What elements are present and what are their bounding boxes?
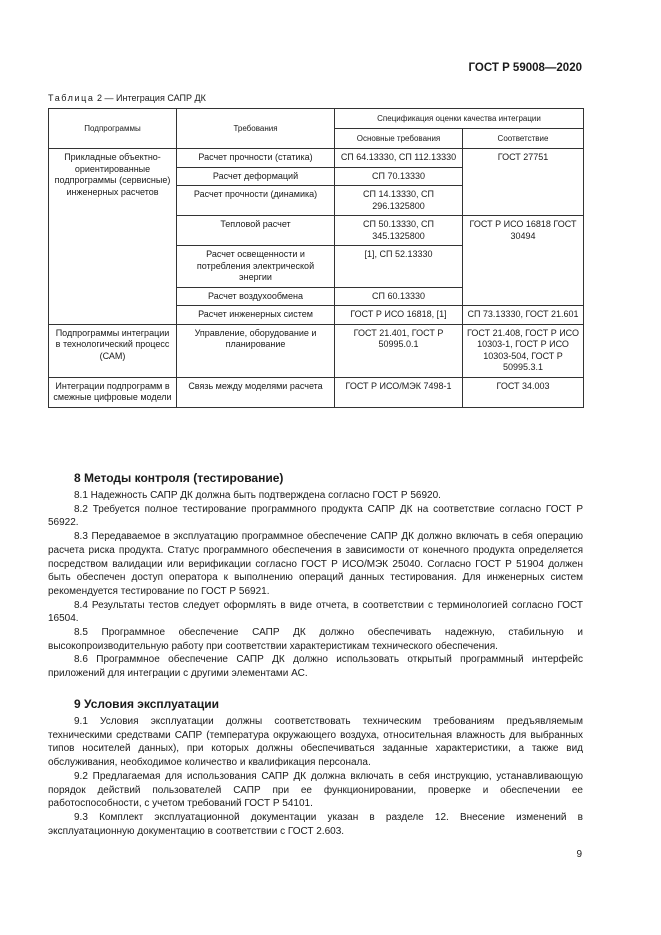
conformity-cell: ГОСТ 27751 [463, 149, 584, 216]
paragraph: 9.1 Условия эксплуатации должны соответствовать техническим требованиям предъявляемым техническими средствами САПР (температура окружающего воздуха, относительная влажность для выбранных типов носителей данных), при которых должны обеспечиваться заданные характеристики, а также вид обслуживания, необходимое количество и квалификация персонала. [48, 716, 583, 769]
paragraph: 8.3 Передаваемое в эксплуатацию программное обеспечение САПР ДК должно включать в себя операцию расчета риска продукта. Статус программного обеспечения в зависимости от конечного продукта определяется посредством валидации или верификации согласно ГОСТ Р ИСО/МЭК 25040. Согласно ГОСТ Р 51904 должен быть обеспечен доступ оператора к выполнению операций данных тестирования. Для инженерных систем рекомендуется тестирование по ГОСТ Р 56921. [48, 531, 583, 597]
section-title: 8 Методы контроля (тестирование) [74, 471, 284, 485]
requirement-cell: Связь между моделями расчета [177, 377, 335, 407]
requirement-cell: Расчет деформаций [177, 167, 335, 186]
section-operating-conditions [48, 696, 583, 838]
requirement-cell: Расчет прочности (динамика) [177, 186, 335, 216]
basic-cell: ГОСТ Р ИСО/МЭК 7498-1 [335, 377, 463, 407]
basic-cell: ГОСТ Р ИСО 16818, [1] [335, 306, 463, 325]
basic-cell: СП 64.13330, СП 112.13330 [335, 149, 463, 168]
basic-cell: СП 60.13330 [335, 287, 463, 306]
header-subprograms: Подпрограммы [49, 109, 177, 149]
header-basic-requirements: Основные требования [335, 129, 463, 149]
table-caption [48, 93, 206, 103]
basic-cell: [1], СП 52.13330 [335, 246, 463, 288]
subprogram-cell: Прикладные объектно-ориентированные подпрограммы (сервисные) инженерных расчетов [49, 149, 177, 325]
section-title: 9 Условия эксплуатации [74, 697, 220, 711]
table-row [49, 324, 584, 377]
table-row [49, 377, 584, 407]
table-caption-title: 2 — Интеграция САПР ДК [94, 93, 206, 103]
document-code: ГОСТ Р 59008—2020 [468, 62, 582, 74]
conformity-cell: ГОСТ 21.408, ГОСТ Р ИСО 10303-1, ГОСТ Р ИСО 10303-504, ГОСТ Р 50995.3.1 [463, 324, 584, 377]
basic-cell: СП 70.13330 [335, 167, 463, 186]
table-row [49, 149, 584, 168]
header-spec-group: Спецификация оценки качества интеграции [335, 109, 584, 129]
section-testing [48, 470, 583, 681]
paragraph: 8.2 Требуется полное тестирование программного продукта САПР ДК на соответствие согласно ГОСТ Р 56922. [48, 503, 583, 529]
requirement-cell: Расчет воздухообмена [177, 287, 335, 306]
paragraph: 8.4 Результаты тестов следует оформлять в виде отчета, в соответствии с терминологией согласно ГОСТ 16504. [48, 599, 583, 625]
paragraph: 8.1 Надежность САПР ДК должна быть подтверждена согласно ГОСТ Р 56920. [74, 490, 441, 501]
paragraph: 9.2 Предлагаемая для использования САПР ДК должна включать в себя инструкцию, устанавливающую порядок действий пользователей САПР при ее функционировании, проверке и обеспечении ее работоспособности, с учетом требований ГОСТ Р 54101. [48, 770, 583, 810]
conformity-cell: СП 73.13330, ГОСТ 21.601 [463, 306, 584, 325]
paragraph: 8.6 Программное обеспечение САПР ДК должно использовать открытый программный интерфейс приложений для интеграции с другими элементами АС. [48, 654, 583, 680]
requirement-cell: Управление, оборудование и планирование [177, 324, 335, 377]
requirement-cell: Расчет освещенности и потребления электрической энергии [177, 246, 335, 288]
subprogram-cell: Подпрограммы интеграции в технологический процесс (САМ) [49, 324, 177, 377]
subprogram-cell: Интеграции подпрограмм в смежные цифровые модели [49, 377, 177, 407]
paragraph: 8.5 Программное обеспечение САПР ДК должно обеспечивать надежную, стабильную и высокопроизводительную работу при соответствии характеристикам технического обеспечения. [48, 627, 583, 652]
basic-cell: СП 50.13330, СП 345.1325800 [335, 216, 463, 246]
header-requirements: Требования [177, 109, 335, 149]
basic-cell: СП 14.13330, СП 296.1325800 [335, 186, 463, 216]
requirement-cell: Тепловой расчет [177, 216, 335, 246]
header-conformity: Соответствие [463, 129, 584, 149]
paragraph: 9.3 Комплект эксплуатационной документации указан в разделе 12. Внесение изменений в эксплуатационную документацию в соответствии с ГОСТ 2.603. [48, 811, 583, 837]
page-number: 9 [576, 849, 582, 860]
conformity-cell: ГОСТ Р ИСО 16818 ГОСТ 30494 [463, 216, 584, 306]
table-caption-label: Таблица [48, 93, 95, 103]
integration-table [48, 108, 584, 408]
requirement-cell: Расчет инженерных систем [177, 306, 335, 325]
requirement-cell: Расчет прочности (статика) [177, 149, 335, 168]
basic-cell: ГОСТ 21.401, ГОСТ Р 50995.0.1 [335, 324, 463, 377]
conformity-cell: ГОСТ 34.003 [463, 377, 584, 407]
